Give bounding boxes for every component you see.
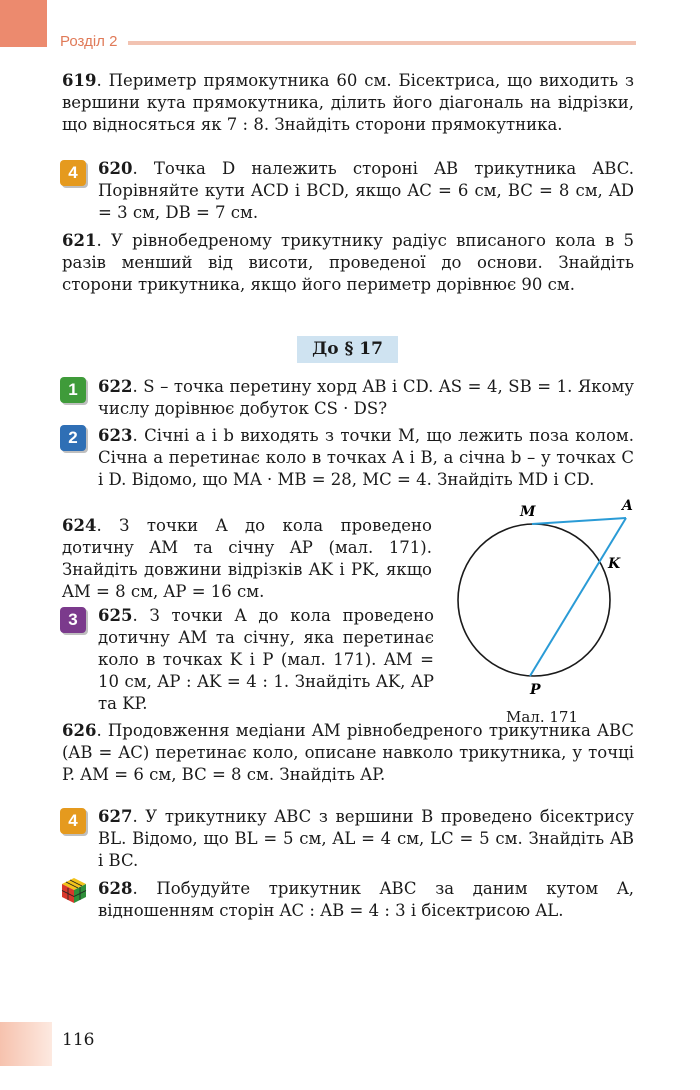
problem-628 (98, 878, 634, 922)
problem-number: 625 (98, 606, 133, 625)
label-p: P (530, 682, 541, 698)
problem-number: 622 (98, 377, 133, 396)
problem-text: . Точка D належить стороні AB трикутника ABC. Порівняйте кути ACD і BCD, якщо AC = 6 см, BC = 8 см, AD = 3 см, DB = 7 см. (98, 159, 634, 222)
problem-text: . S – точка перетину хорд AB і CD. AS = 4, SB = 1. Якому числу дорівнює добуток CS · DS? (98, 377, 634, 418)
secant-ap (530, 518, 626, 676)
problem-text: . Січні a і b виходять з точки M, що лежить поза колом. Січна a перетинає коло в точках A і B, а січна b – у точках C і D. Відомо, що MA · MB = 28, MC = 4. Знайдіть MD і CD. (98, 426, 634, 489)
problem-text: . У трикутнику ABC з вершини B проведено бісектрису BL. Відомо, що BL = 5 см, AL = 4 см, LC = 5 см. Знайдіть AB і BC. (98, 807, 634, 870)
level-4-icon: 4 (60, 808, 86, 834)
problem-number: 621 (62, 231, 97, 250)
problem-text: . У рівнобедреному трикутнику радіус вписаного кола в 5 разів менший від висоти, проведеної до основи. Знайдіть сторони трикутника, якщо його периметр дорівнює 90 см. (62, 231, 634, 294)
corner-decoration (0, 0, 47, 47)
label-m: M (520, 504, 536, 520)
level-2-icon: 2 (60, 425, 86, 451)
problem-text: . Периметр прямокутника 60 см. Бісектриса, що виходить з вершини кута прямокутника, ділить його діагональ на відрізки, що відносяться як 7 : 8. Знайдіть сторони прямокутника. (62, 71, 634, 134)
circle (458, 524, 610, 676)
section-title: До § 17 (297, 336, 398, 363)
problem-620 (98, 158, 634, 224)
problem-626 (62, 720, 634, 786)
problem-number: 619 (62, 71, 97, 90)
problem-622 (98, 376, 634, 420)
problem-text: . Побудуйте трикутник ABC за даним кутом A, відношенням сторін AC : AB = 4 : 3 і бісектрисою AL. (98, 879, 634, 920)
level-1-icon: 1 (60, 377, 86, 403)
problem-625 (98, 605, 434, 715)
rubik-cube-icon (60, 876, 88, 904)
header-rule (128, 41, 636, 45)
level-3-icon: 3 (60, 607, 86, 633)
problem-619 (62, 70, 634, 136)
figure-171 (448, 496, 648, 706)
problem-number: 620 (98, 159, 133, 178)
tangent-am (532, 518, 626, 524)
section-header: Розділ 2 (60, 33, 118, 50)
figure-caption: Мал. 171 (506, 708, 578, 726)
problem-text: . З точки A до кола проведено дотичну AM та січну, яка перетинає коло в точках K і P (мал. 171). AM = 10 см, AP : AK = 4 : 1. Знайдіть AK, AP та KP. (98, 606, 434, 713)
problem-624 (62, 515, 432, 603)
label-a: A (622, 498, 633, 514)
problem-number: 628 (98, 879, 133, 898)
label-k: K (608, 556, 621, 572)
problem-text: . Продовження медіани AM рівнобедреного трикутника ABC (AB = AC) перетинає коло, описане навколо трикутника, у точці P. AM = 6 см, BC = 8 см. Знайдіть AP. (62, 721, 634, 784)
level-4-icon: 4 (60, 160, 86, 186)
problem-623 (98, 425, 634, 491)
problem-number: 623 (98, 426, 133, 445)
page-number: 116 (62, 1030, 95, 1050)
problem-number: 624 (62, 516, 97, 535)
problem-627 (98, 806, 634, 872)
problem-number: 627 (98, 807, 133, 826)
page-corner-decoration (0, 1022, 52, 1066)
problem-621 (62, 230, 634, 296)
problem-number: 626 (62, 721, 97, 740)
problem-text: . З точки A до кола проведено дотичну AM та січну AP (мал. 171). Знайдіть довжини відрізків AK і PK, якщо AM = 8 см, AP = 16 см. (62, 516, 432, 601)
